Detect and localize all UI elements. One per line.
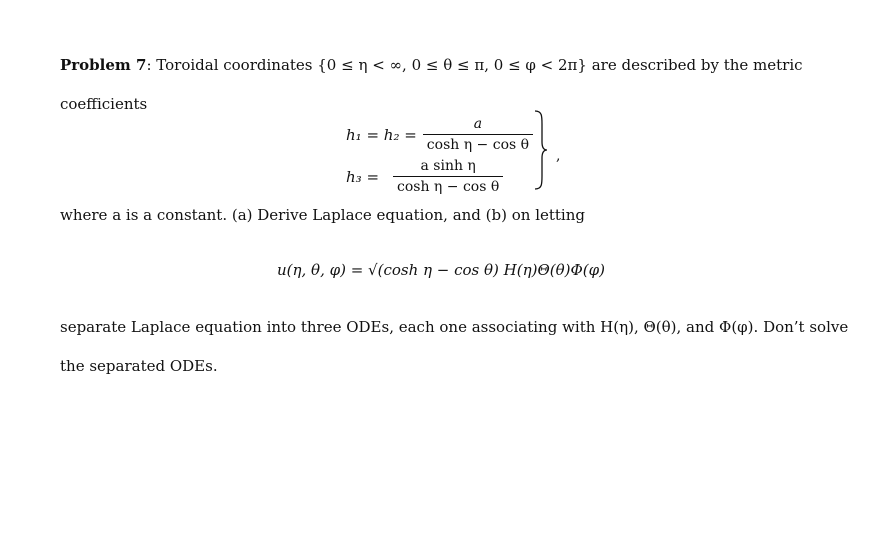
metric-h3-fraction [393,158,503,195]
metric-h3-equation [346,158,503,195]
problem-intro-text: : Toroidal coordinates {0 ≤ η < ∞, 0 ≤ θ ≤ π, 0 ≤ φ < 2π} are described by the metric [146,56,803,74]
metric-h3-denominator: cosh η − cos θ [393,176,503,195]
metric-h1-h2-lhs: h₁ = h₂ = [346,125,417,144]
problem-intro-continued: coefficients [60,95,148,113]
metric-h3-numerator: a sinh η [420,158,476,174]
problem-intro-line [60,56,803,74]
separate-instruction-line: separate Laplace equation into three ODEs, each one associating with H(η), Θ(θ), and Φ(φ). Don’t solve [60,318,849,336]
metric-coefficients-equations [346,110,576,200]
metric-h1-h2-numerator: a [473,116,483,132]
right-curly-brace [534,110,548,190]
metric-h1-h2-fraction [423,116,533,153]
where-constant-line: where a is a constant. (a) Derive Laplace equation, and (b) on letting [60,206,585,224]
separate-instruction-ending: the separated ODEs. [60,357,218,375]
problem-label: Problem 7 [60,56,147,74]
equations-trailing-comma: , [556,148,561,164]
metric-h3-lhs: h₃ = [346,167,380,186]
metric-h1-h2-equation [346,116,533,153]
metric-h1-h2-denominator: cosh η − cos θ [423,134,533,153]
separation-ansatz-equation: u(η, θ, φ) = √(cosh η − cos θ) H(η)Θ(θ)Φ(φ) [277,261,605,279]
